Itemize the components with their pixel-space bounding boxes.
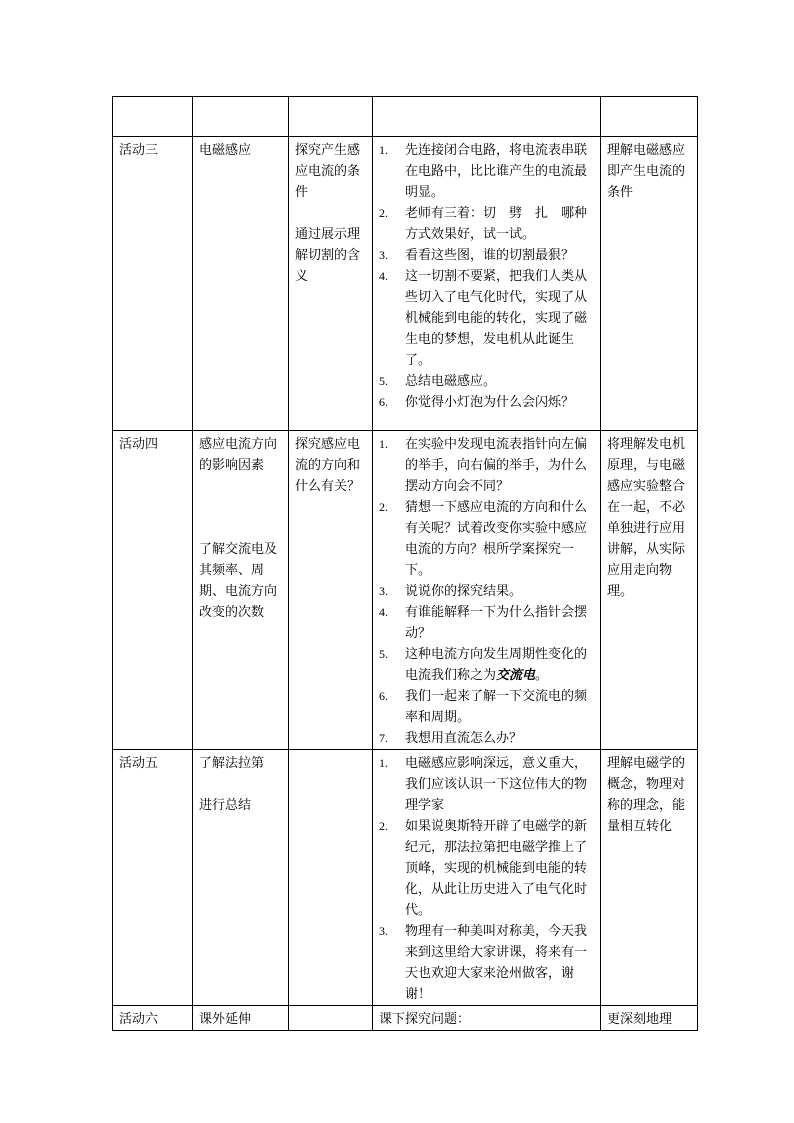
- cell-empty: [289, 97, 373, 137]
- content-text: 了解交流电及其频率、周期、电流方向改变的次数: [199, 542, 278, 620]
- list-item: 3. 物理有一种美叫对称美，今天我来到这里给大家讲课，将来有一天也欢迎大家来沧州做客，谢谢！: [379, 924, 588, 1002]
- list-item: 1. 在实验中发现电流表指针向左偏的举手，向右偏的举手，为什么摆动方向会不同？: [379, 437, 588, 494]
- lesson-plan-table: [112, 96, 698, 1031]
- list-item: 1. 电磁感应影响深远，意义重大，我们应该认识一下这位伟大的物理学家: [379, 756, 588, 813]
- activity-goal: [289, 1006, 373, 1031]
- activity-name: 活动六: [113, 1006, 193, 1031]
- step-text: 这种电流方向发生周期性变化的电流我们称之为: [405, 647, 588, 683]
- activity-content: 电磁感应: [193, 137, 289, 431]
- activity-steps: [373, 137, 601, 431]
- activity-steps: 课下探究问题：: [373, 1006, 601, 1031]
- content-text: 进行总结: [199, 798, 252, 813]
- activity-note: 理解电磁感应即产生电流的条件: [601, 137, 698, 431]
- activity-goal: 探究感应电流的方向和什么有关？: [289, 431, 373, 750]
- list-item: 5. 总结电磁感应。: [379, 374, 497, 389]
- activity-content: 课外延伸: [193, 1006, 289, 1031]
- list-item: 3. 看看这些图，谁的切割最狠？: [379, 248, 575, 263]
- list-item: 2. 如果说奥斯特开辟了电磁学的新纪元，那法拉第把电磁学推上了顶峰，实现的机械能到电能的转化，从此让历史进入了电气化时代。: [379, 819, 588, 918]
- activity-name: 活动三: [113, 137, 193, 431]
- list-item: 2. 猜想一下感应电流的方向和什么有关呢？试着改变你实验中感应电流的方向？根所学案探究一下。: [379, 500, 588, 578]
- table-row-activity-3: [113, 137, 698, 431]
- list-item: 5. 这种电流方向发生周期性变化的电流我们称之为交流电。: [379, 647, 588, 683]
- list-item: 6. 我们一起来了解一下交流电的频率和周期。: [379, 689, 588, 725]
- activity-goal: [289, 137, 373, 431]
- table-row-activity-5: [113, 750, 698, 1006]
- goal-text: 通过展示理解切割的含义: [295, 227, 361, 284]
- activity-steps: [373, 431, 601, 750]
- activity-content: [193, 750, 289, 1006]
- activity-name: 活动五: [113, 750, 193, 1006]
- table-row-empty: [113, 97, 698, 137]
- activity-goal: [289, 750, 373, 1006]
- goal-text: 探究产生感应电流的条件: [295, 143, 361, 200]
- list-item: 4. 有谁能解释一下为什么指针会摆动？: [379, 605, 588, 641]
- cell-empty: [113, 97, 193, 137]
- step-text-tail: 。: [535, 668, 549, 683]
- cell-empty: [373, 97, 601, 137]
- cell-empty: [193, 97, 289, 137]
- activity-note: 理解电磁学的概念，物理对称的理念，能量相互转化: [601, 750, 698, 1006]
- table-row-activity-6: [113, 1006, 698, 1031]
- content-text: 感应电流方向的影响因素: [199, 437, 278, 473]
- activity-content: [193, 431, 289, 750]
- activity-steps: [373, 750, 601, 1006]
- activity-note: 将理解发电机原理，与电磁感应实验整合在一起，不必单独进行应用讲解，从实际应用走向物理。: [601, 431, 698, 750]
- keyword-ac: 交流电: [496, 668, 536, 683]
- cell-empty: [601, 97, 698, 137]
- list-item: 6. 你觉得小灯泡为什么会闪烁？: [379, 395, 575, 410]
- content-text: 了解法拉第: [199, 756, 265, 771]
- list-item: 3. 说说你的探究结果。: [379, 584, 523, 599]
- activity-note: 更深刻地理: [601, 1006, 698, 1031]
- list-item: 7. 我想用直流怎么办？: [379, 731, 523, 746]
- activity-name: 活动四: [113, 431, 193, 750]
- table-row-activity-4: [113, 431, 698, 750]
- list-item: 2. 老师有三着：切 劈 扎 哪种方式效果好，试一试。: [379, 206, 588, 242]
- list-item: 4. 这一切割不要紧，把我们人类从些切入了电气化时代，实现了从机械能到电能的转化，实现了磁生电的梦想，发电机从此诞生了。: [379, 269, 588, 368]
- list-item: 1. 先连接闭合电路，将电流表串联在电路中，比比谁产生的电流最明显。: [379, 143, 588, 200]
